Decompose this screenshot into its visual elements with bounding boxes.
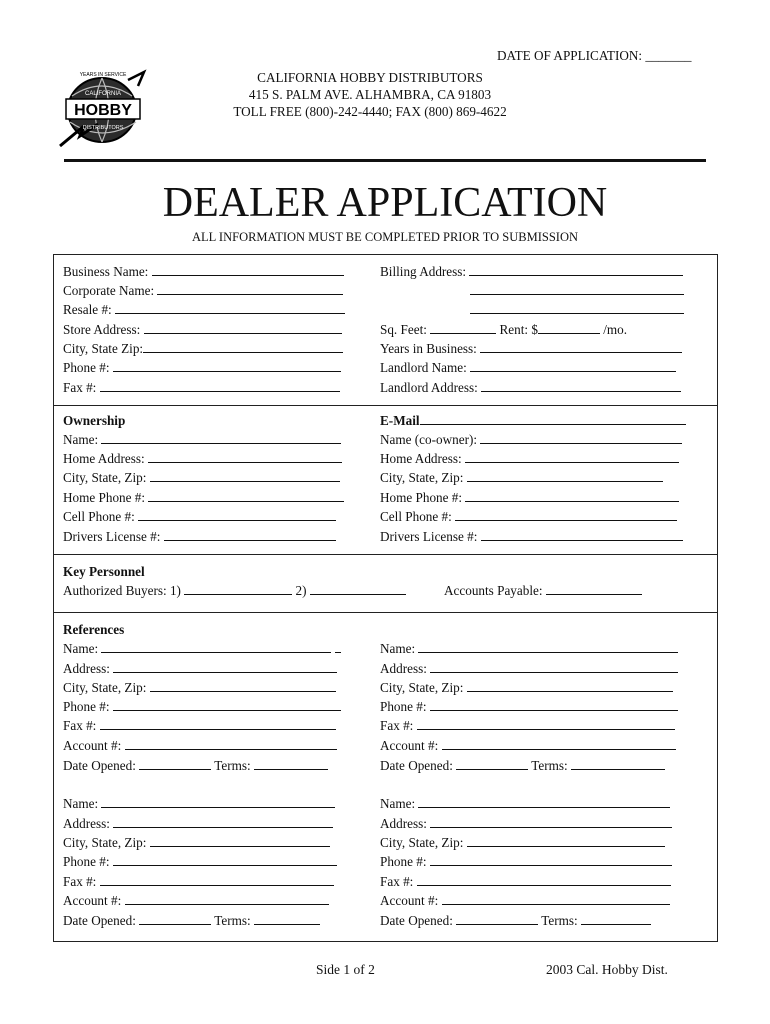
key-personnel-heading: Key Personnel <box>63 564 145 579</box>
years-in-business-field[interactable]: Years in Business: <box>380 341 682 357</box>
accounts-payable-field[interactable]: Accounts Payable: <box>444 583 642 599</box>
ownership-heading: Ownership <box>63 413 126 428</box>
company-address: 415 S. PALM AVE. ALHAMBRA, CA 91803 <box>248 87 492 102</box>
ref2-date-terms-field[interactable]: Date Opened: Terms: <box>380 758 665 774</box>
owner-name-field[interactable]: Name: <box>63 432 341 448</box>
ref3-name-field[interactable]: Name: <box>63 796 335 812</box>
ref1-phone-field[interactable]: Phone #: <box>63 699 341 715</box>
email-field[interactable]: E-Mail <box>380 413 686 429</box>
ref2-account-field[interactable]: Account #: <box>380 738 676 754</box>
ref4-fax-field[interactable]: Fax #: <box>380 874 671 890</box>
ref4-city-state-zip-field[interactable]: City, State, Zip: <box>380 835 665 851</box>
ref4-account-field[interactable]: Account #: <box>380 893 670 909</box>
owner-cell-phone-field[interactable]: Cell Phone #: <box>63 509 336 525</box>
globe-logo-icon <box>58 66 150 154</box>
ref2-phone-field[interactable]: Phone #: <box>380 699 678 715</box>
ref1-date-terms-field[interactable]: Date Opened: Terms: <box>63 758 328 774</box>
logo-word: HOBBY <box>74 102 132 119</box>
ref1-account-field[interactable]: Account #: <box>63 738 337 754</box>
authorized-buyers-field[interactable]: Authorized Buyers: 1) 2) <box>63 583 406 599</box>
landlord-address-field[interactable]: Landlord Address: <box>380 380 681 396</box>
coowner-drivers-license-field[interactable]: Drivers License #: <box>380 529 683 545</box>
ref4-date-terms-field[interactable]: Date Opened: Terms: <box>380 913 651 929</box>
ref3-phone-field[interactable]: Phone #: <box>63 854 337 870</box>
phone-field[interactable]: Phone #: <box>63 360 341 376</box>
billing-address-line-3[interactable] <box>470 313 684 314</box>
ref1-name-field[interactable]: Name: <box>63 641 341 657</box>
section-divider <box>54 405 718 406</box>
copyright: 2003 Cal. Hobby Dist. <box>546 962 668 977</box>
references-heading: References <box>63 622 125 637</box>
ref2-fax-field[interactable]: Fax #: <box>380 718 675 734</box>
ref4-name-field[interactable]: Name: <box>380 796 670 812</box>
page-number: Side 1 of 2 <box>316 962 375 977</box>
owner-city-state-zip-field[interactable]: City, State, Zip: <box>63 470 340 486</box>
company-logo <box>58 66 150 154</box>
ref4-address-field[interactable]: Address: <box>380 816 672 832</box>
coowner-cell-phone-field[interactable]: Cell Phone #: <box>380 509 677 525</box>
coowner-name-field[interactable]: Name (co-owner): <box>380 432 682 448</box>
coowner-city-state-zip-field[interactable]: City, State, Zip: <box>380 470 663 486</box>
company-phones: TOLL FREE (800)-242-4440; FAX (800) 869-4622 <box>233 104 507 119</box>
store-address-field[interactable]: Store Address: <box>63 322 342 338</box>
coowner-home-address-field[interactable]: Home Address: <box>380 451 679 467</box>
company-name: CALIFORNIA HOBBY DISTRIBUTORS <box>257 70 483 85</box>
ref2-address-field[interactable]: Address: <box>380 661 678 677</box>
owner-home-address-field[interactable]: Home Address: <box>63 451 342 467</box>
ref3-account-field[interactable]: Account #: <box>63 893 329 909</box>
section-divider <box>54 612 718 613</box>
logo-arc: CALIFORNIA <box>84 91 122 97</box>
ref4-phone-field[interactable]: Phone #: <box>380 854 672 870</box>
billing-address-field[interactable]: Billing Address: <box>380 264 683 280</box>
corporate-name-field[interactable]: Corporate Name: <box>63 283 343 299</box>
ref3-date-terms-field[interactable]: Date Opened: Terms: <box>63 913 320 929</box>
ref3-city-state-zip-field[interactable]: City, State, Zip: <box>63 835 330 851</box>
header-rule <box>64 159 706 162</box>
ref1-address-field[interactable]: Address: <box>63 661 337 677</box>
date-of-application: DATE OF APPLICATION: _______ <box>497 48 692 63</box>
ref2-name-field[interactable]: Name: <box>380 641 678 657</box>
fax-field[interactable]: Fax #: <box>63 380 340 396</box>
logo-bottom: DISTRIBUTORS <box>82 125 124 131</box>
logo-top: YEARS IN SERVICE <box>79 72 127 78</box>
coowner-home-phone-field[interactable]: Home Phone #: <box>380 490 679 506</box>
ref3-address-field[interactable]: Address: <box>63 816 333 832</box>
billing-address-line-2[interactable] <box>470 294 684 295</box>
owner-home-phone-field[interactable]: Home Phone #: <box>63 490 344 506</box>
sq-feet-rent-field[interactable]: Sq. Feet: Rent: $ /mo. <box>380 322 628 337</box>
ref3-fax-field[interactable]: Fax #: <box>63 874 334 890</box>
business-name-field[interactable]: Business Name: <box>63 264 344 280</box>
page-title: DEALER APPLICATION <box>162 180 608 226</box>
ref2-city-state-zip-field[interactable]: City, State, Zip: <box>380 680 673 696</box>
ref1-fax-field[interactable]: Fax #: <box>63 718 336 734</box>
owner-drivers-license-field[interactable]: Drivers License #: <box>63 529 336 545</box>
resale-field[interactable]: Resale #: <box>63 302 345 318</box>
city-state-zip-field[interactable]: City, State Zip: <box>63 341 343 357</box>
section-divider <box>54 554 718 555</box>
landlord-name-field[interactable]: Landlord Name: <box>380 360 676 376</box>
page-subtitle: ALL INFORMATION MUST BE COMPLETED PRIOR TO SUBMISSION <box>191 230 579 244</box>
ref1-city-state-zip-field[interactable]: City, State, Zip: <box>63 680 336 696</box>
